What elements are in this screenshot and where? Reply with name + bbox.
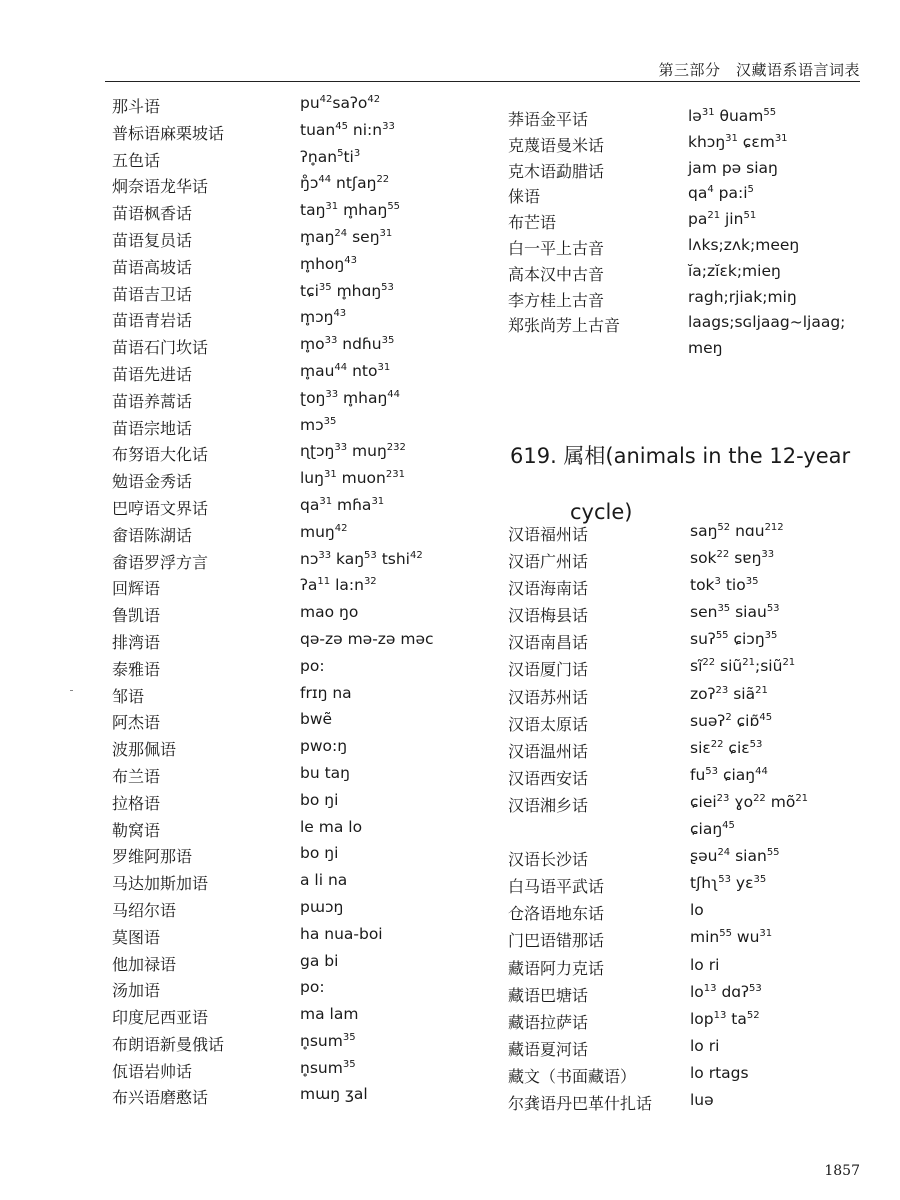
word-form: $m̥au^{44}$ nto$^{31}$ bbox=[300, 361, 391, 380]
word-row bbox=[508, 901, 868, 928]
word-row bbox=[508, 210, 868, 236]
word-row bbox=[508, 1037, 868, 1064]
word-row bbox=[112, 228, 472, 255]
word-form: bu taŋ bbox=[300, 763, 350, 782]
language-name: 苗语枫香话 bbox=[112, 204, 193, 224]
word-form: ʈoŋ$^{33}$ m̥haŋ$^{44}$ bbox=[300, 388, 401, 407]
word-form: lo rtags bbox=[690, 1063, 749, 1082]
word-form: suʔ$^{55}$ ɕiɔŋ$^{35}$ bbox=[690, 630, 778, 649]
word-form: frɪŋ na bbox=[300, 683, 352, 702]
word-row bbox=[112, 898, 472, 925]
word-row bbox=[112, 148, 472, 175]
language-name: 罗维阿那语 bbox=[112, 847, 193, 867]
word-row bbox=[508, 288, 868, 314]
word-row bbox=[112, 576, 472, 603]
language-name: 炯奈语龙华话 bbox=[112, 177, 209, 197]
word-row bbox=[508, 339, 868, 365]
word-row bbox=[508, 956, 868, 983]
language-name: 汉语苏州话 bbox=[508, 687, 589, 707]
word-form: $lo^{13}$ dɑʔ$^{53}$ bbox=[690, 982, 762, 1001]
word-form: lʌks;zʌk;meeŋ bbox=[688, 235, 800, 254]
word-row bbox=[112, 282, 472, 309]
language-name: 五色话 bbox=[112, 150, 161, 170]
word-row bbox=[112, 201, 472, 228]
word-row bbox=[508, 983, 868, 1010]
word-row bbox=[112, 416, 472, 443]
word-form: lo ri bbox=[690, 1036, 720, 1055]
language-name: 佤语岩帅话 bbox=[112, 1061, 193, 1081]
language-name: 门巴语错那话 bbox=[508, 931, 605, 951]
language-name: 俫语 bbox=[508, 187, 541, 207]
language-name: 回辉语 bbox=[112, 579, 161, 599]
language-name: 勒窝语 bbox=[112, 820, 161, 840]
header-title: 第三部分 汉藏语系语言词表 bbox=[658, 61, 860, 79]
language-name: 汉语福州话 bbox=[508, 525, 589, 544]
section-heading-line1: 619. 属相(animals in the 12-year bbox=[510, 444, 851, 468]
language-name: 李方桂上古音 bbox=[508, 290, 605, 310]
word-form: mɔ$^{35}$ bbox=[300, 415, 337, 434]
language-name: 畲语罗浮方言 bbox=[112, 552, 209, 572]
word-form: tɕi$^{35}$ m̥hɑŋ$^{53}$ bbox=[300, 281, 394, 300]
word-row bbox=[508, 522, 868, 549]
word-row bbox=[508, 1091, 868, 1118]
word-form: n̥sum$^{35}$ bbox=[300, 1031, 356, 1050]
word-row bbox=[112, 174, 472, 201]
word-row bbox=[112, 469, 472, 496]
word-form: $qa^4$ $pa:i^5$ bbox=[688, 184, 754, 203]
language-name: 排湾语 bbox=[112, 632, 161, 652]
language-name: 白一平上古音 bbox=[508, 238, 605, 258]
language-name: 汉语长沙话 bbox=[508, 850, 589, 870]
margin-mark bbox=[70, 690, 73, 691]
word-form: tok$^3$ tio$^{35}$ bbox=[690, 576, 759, 595]
word-form: mao ŋo bbox=[300, 603, 359, 622]
word-row bbox=[112, 1032, 472, 1059]
language-name: 巴哼语文界话 bbox=[112, 498, 209, 518]
word-row bbox=[112, 764, 472, 791]
language-name: 汉语西安话 bbox=[508, 768, 589, 788]
word-row bbox=[508, 603, 868, 630]
word-form: $qa^{31}$ mɦa$^{31}$ bbox=[300, 495, 385, 514]
word-row bbox=[508, 133, 868, 159]
word-form: lop$^{13}$ $ta^{52}$ bbox=[690, 1009, 760, 1028]
language-name: 汉语温州话 bbox=[508, 741, 589, 761]
word-form: m̥hoŋ$^{43}$ bbox=[300, 254, 357, 273]
word-row bbox=[112, 362, 472, 389]
running-header bbox=[105, 55, 860, 82]
language-name: 鲁凯语 bbox=[112, 606, 161, 626]
language-name: 汉语太原话 bbox=[508, 714, 589, 734]
language-name: 他加禄语 bbox=[112, 954, 177, 974]
language-name: 尔龚语丹巴革什扎话 bbox=[508, 1093, 653, 1113]
word-row bbox=[112, 335, 472, 362]
word-row bbox=[112, 630, 472, 657]
language-name: 白马语平武话 bbox=[508, 877, 605, 897]
word-form: ʔa$^{11}$ $la:n^{32}$ bbox=[300, 576, 377, 595]
word-row bbox=[112, 523, 472, 550]
language-name: 波那佩语 bbox=[112, 740, 177, 760]
word-form: a li na bbox=[300, 871, 348, 890]
language-name: 克木语勐腊话 bbox=[508, 161, 605, 181]
word-form: lo ri bbox=[690, 955, 720, 974]
word-form: pwo:ŋ bbox=[300, 737, 348, 756]
word-row bbox=[508, 236, 868, 262]
language-name: 莽语金平话 bbox=[508, 110, 589, 129]
language-name: 藏语巴塘话 bbox=[508, 985, 589, 1005]
word-row bbox=[112, 550, 472, 577]
page-number: 1857 bbox=[824, 1163, 860, 1179]
language-name: 汉语厦门话 bbox=[508, 660, 589, 680]
word-row bbox=[112, 496, 472, 523]
language-name: 藏语拉萨话 bbox=[508, 1012, 589, 1032]
language-name: 阿杰语 bbox=[112, 713, 161, 733]
word-form: laags;sɢljaag~ljaag; bbox=[688, 313, 846, 332]
word-row bbox=[508, 685, 868, 712]
language-name: 普标语麻栗坡话 bbox=[112, 123, 225, 143]
language-name: 邹语 bbox=[112, 686, 145, 706]
word-form: le ma lo bbox=[300, 817, 363, 836]
word-form: po: bbox=[300, 978, 325, 997]
word-form: luə bbox=[690, 1090, 714, 1109]
language-name: 泰雅语 bbox=[112, 659, 161, 679]
word-row bbox=[508, 313, 868, 339]
language-name: 苗语高坡话 bbox=[112, 257, 193, 277]
language-name: 勉语金秀话 bbox=[112, 472, 193, 492]
word-row bbox=[112, 737, 472, 764]
word-form: ha nua-boi bbox=[300, 924, 383, 943]
word-row bbox=[112, 844, 472, 871]
word-form: tuan$^{45}$ $ni:n^{33}$ bbox=[300, 120, 395, 139]
language-name: 布兰语 bbox=[112, 766, 161, 786]
word-row bbox=[112, 791, 472, 818]
word-row bbox=[508, 874, 868, 901]
language-name: 印度尼西亚语 bbox=[112, 1008, 209, 1028]
word-form: bo ŋi bbox=[300, 790, 339, 809]
word-form: ɕiei$^{23}$ ɣo$^{22}$ $mõ^{21}$ bbox=[690, 792, 809, 811]
word-form: ma lam bbox=[300, 1005, 359, 1024]
language-name: 苗语养蒿话 bbox=[112, 391, 193, 411]
language-name: 汉语海南话 bbox=[508, 579, 589, 599]
word-row bbox=[508, 262, 868, 288]
word-row bbox=[508, 847, 868, 874]
language-name: 那斗语 bbox=[112, 97, 161, 116]
word-form: $fu^{53}$ ɕiaŋ$^{44}$ bbox=[690, 765, 768, 784]
word-row bbox=[112, 121, 472, 148]
word-row bbox=[112, 684, 472, 711]
language-name: 汉语梅县话 bbox=[508, 606, 589, 626]
word-form: ga bi bbox=[300, 951, 339, 970]
word-form: siɛ$^{22}$ ɕiɛ$^{53}$ bbox=[690, 738, 763, 757]
language-name: 马绍尔语 bbox=[112, 900, 177, 920]
word-form: saŋ$^{52}$ nɑu$^{212}$ bbox=[690, 521, 784, 540]
word-form: bo ŋi bbox=[300, 844, 339, 863]
word-form: lə$^{31}$ θuam$^{55}$ bbox=[688, 106, 777, 125]
word-form: n̥sum$^{35}$ bbox=[300, 1058, 356, 1077]
language-name: 苗语复员话 bbox=[112, 230, 193, 250]
word-form: m̥ɔŋ$^{43}$ bbox=[300, 308, 347, 327]
language-name: 高本汉中古音 bbox=[508, 264, 605, 284]
language-name: 拉格语 bbox=[112, 793, 161, 813]
word-form: tʃhʅ$^{53}$ yɛ$^{35}$ bbox=[690, 874, 767, 893]
word-row bbox=[508, 793, 868, 820]
word-row bbox=[508, 1010, 868, 1037]
language-name: 藏语阿力克话 bbox=[508, 958, 605, 978]
language-name: 布努语大化话 bbox=[112, 445, 209, 465]
word-form: ʂəu$^{24}$ sian$^{55}$ bbox=[690, 846, 780, 866]
language-name: 布朗语新曼俄话 bbox=[112, 1034, 225, 1054]
word-row bbox=[112, 255, 472, 282]
word-form: muŋ$^{42}$ bbox=[300, 522, 348, 541]
word-form: ŋ̊ɔ$^{44}$ ntʃaŋ$^{22}$ bbox=[300, 174, 390, 193]
right-column-top bbox=[508, 107, 868, 365]
language-name: 郑张尚芳上古音 bbox=[508, 316, 621, 336]
language-name: 苗语先进话 bbox=[112, 364, 193, 384]
word-form: $m̥aŋ^{24}$ seŋ$^{31}$ bbox=[300, 227, 393, 246]
word-form: mɯŋ ʒal bbox=[300, 1085, 368, 1104]
word-form: meŋ bbox=[688, 339, 723, 358]
word-form: lo bbox=[690, 901, 704, 920]
word-row bbox=[508, 739, 868, 766]
word-row bbox=[112, 1005, 472, 1032]
word-form: bwẽ bbox=[300, 710, 333, 729]
word-row bbox=[112, 442, 472, 469]
word-row bbox=[508, 630, 868, 657]
language-name: 马达加斯加语 bbox=[112, 874, 209, 894]
word-row bbox=[508, 1064, 868, 1091]
language-name: 汉语广州话 bbox=[508, 552, 589, 572]
word-form: suəʔ$^2$ ɕiɒ̃$^{45}$ bbox=[690, 711, 773, 730]
word-row bbox=[508, 928, 868, 955]
word-form: zoʔ$^{23}$ siã$^{21}$ bbox=[690, 684, 768, 703]
word-row bbox=[112, 871, 472, 898]
word-row bbox=[508, 766, 868, 793]
right-column-bottom bbox=[508, 522, 868, 1118]
word-form: pɯɔŋ bbox=[300, 897, 344, 916]
word-row bbox=[508, 712, 868, 739]
word-row bbox=[112, 978, 472, 1005]
word-row bbox=[508, 657, 868, 684]
language-name: 仓洛语地东话 bbox=[508, 904, 605, 924]
word-form: $pa^{21}$ jin$^{51}$ bbox=[688, 210, 757, 229]
word-form: ĭa;zĭɛk;mieŋ bbox=[688, 261, 781, 280]
word-form: $sĩ^{22}$ siũ$^{21}$;siũ$^{21}$ bbox=[690, 657, 796, 676]
language-name: 汉语南昌话 bbox=[508, 633, 589, 653]
word-row bbox=[112, 308, 472, 335]
word-row bbox=[508, 549, 868, 576]
word-form: luŋ$^{31}$ muon$^{231}$ bbox=[300, 469, 405, 488]
word-row bbox=[112, 952, 472, 979]
word-form: sok$^{22}$ sɐŋ$^{33}$ bbox=[690, 548, 775, 568]
word-form: ɳʈɔŋ$^{33}$ muŋ$^{232}$ bbox=[300, 442, 406, 461]
word-row bbox=[112, 603, 472, 630]
word-row bbox=[112, 657, 472, 684]
word-form: $\min^{55} wu^{31}$ bbox=[690, 928, 773, 947]
word-row bbox=[508, 107, 868, 133]
word-row bbox=[112, 710, 472, 737]
word-row bbox=[112, 1085, 472, 1112]
language-name: 汤加语 bbox=[112, 981, 161, 1001]
word-row bbox=[508, 576, 868, 603]
word-form: khɔŋ$^{31}$ ɕɛm$^{31}$ bbox=[688, 132, 788, 151]
word-form: $ʔn̥an^5ti^3$ bbox=[300, 147, 361, 166]
language-name: 布芒语 bbox=[508, 213, 557, 233]
word-form: ɕiaŋ$^{45}$ bbox=[690, 819, 735, 839]
language-name: 汉语湘乡话 bbox=[508, 795, 589, 815]
word-form: sen$^{35}$ siau$^{53}$ bbox=[690, 603, 780, 622]
language-name: 苗语石门坎话 bbox=[112, 338, 209, 358]
language-name: 苗语宗地话 bbox=[112, 418, 193, 438]
language-name: 藏语夏河话 bbox=[508, 1039, 589, 1059]
word-row bbox=[112, 818, 472, 845]
word-row bbox=[508, 820, 868, 847]
word-row bbox=[112, 389, 472, 416]
word-form: po: bbox=[300, 656, 325, 675]
word-row bbox=[508, 184, 868, 210]
word-row bbox=[112, 94, 472, 121]
word-form: $m̥o^{33}$ ndɦu$^{35}$ bbox=[300, 335, 395, 354]
language-name: 莫图语 bbox=[112, 927, 161, 947]
language-name: 布兴语磨憨话 bbox=[112, 1088, 209, 1108]
word-form: nɔ$^{33}$ kaŋ$^{53}$ tshi$^{42}$ bbox=[300, 549, 423, 568]
language-name: 藏文（书面藏语） bbox=[508, 1066, 637, 1086]
left-column bbox=[112, 94, 472, 1112]
word-form: qə-zə mə-zə məc bbox=[300, 629, 434, 648]
word-form: taŋ$^{31}$ m̥haŋ$^{55}$ bbox=[300, 201, 401, 220]
section-heading-line2: cycle) bbox=[570, 500, 633, 524]
word-row bbox=[112, 1059, 472, 1086]
word-row bbox=[508, 159, 868, 185]
language-name: 苗语青岩话 bbox=[112, 311, 193, 331]
word-form: $pu^{42}saʔo^{42}$ bbox=[300, 93, 381, 112]
word-row bbox=[112, 925, 472, 952]
language-name: 克蔑语曼米话 bbox=[508, 135, 605, 155]
word-form: ragh;rjiak;miŋ bbox=[688, 287, 797, 306]
language-name: 畲语陈湖话 bbox=[112, 525, 193, 545]
language-name: 苗语吉卫话 bbox=[112, 284, 193, 304]
word-form: jam pə siaŋ bbox=[688, 158, 778, 177]
